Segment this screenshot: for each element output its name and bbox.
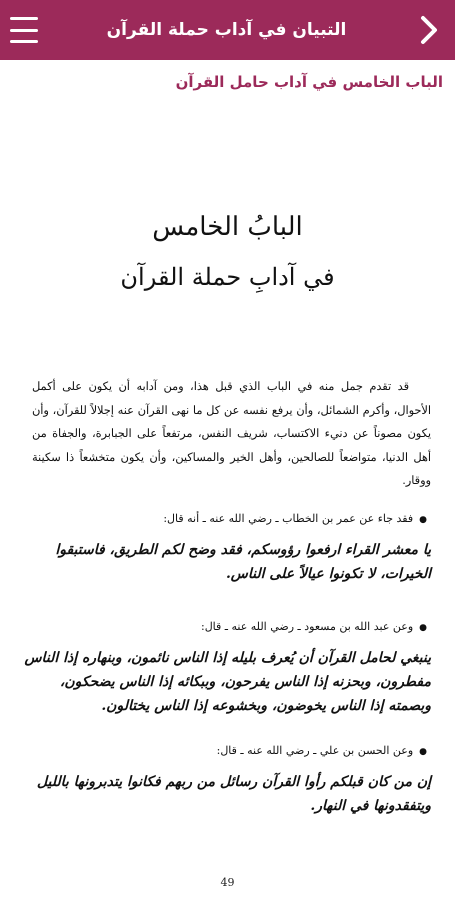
- menu-line: [10, 29, 38, 32]
- quote-block: ينبغي لحامل القرآن أن يُعرف بليله إذا الناس نائمون، وبنهاره إذا الناس مفطرون، وبحزنه إذا الناس يفرحون، وببكائه إذا الناس يضحكون، وبصمته إذا الناس يخوضون، وبخشوعه إذا الناس يختالون.: [24, 650, 431, 714]
- intro-paragraph: [32, 375, 431, 493]
- menu-line: [10, 40, 38, 43]
- chapter-subtitle: في آدابِ حملة القرآن: [120, 263, 335, 291]
- narration-line: [60, 620, 427, 633]
- chevron-right-icon: [420, 15, 438, 45]
- bullet-icon: ●: [419, 515, 427, 525]
- bullet-icon: ●: [419, 747, 427, 757]
- app-header: [0, 0, 455, 60]
- chapter-title: البابُ الخامس: [152, 212, 303, 242]
- app-title: التبيان في آداب حملة القرآن: [106, 20, 347, 40]
- narration-text: وعن عبد الله بن مسعود ـ رضي الله عنه ـ قال:: [200, 620, 414, 633]
- hamburger-menu-icon[interactable]: [10, 17, 38, 43]
- quote-block: إن من كان قبلكم رأوا القرآن رسائل من ربهم فكانوا يتدبرونها بالليل ويتفقدونها في النهار.: [36, 774, 431, 814]
- book-page[interactable]: [0, 100, 455, 900]
- narration-line: [60, 512, 427, 525]
- menu-line: [10, 17, 38, 20]
- narration-text: فقد جاء عن عمر بن الخطاب ـ رضي الله عنه ـ أنه قال:: [163, 512, 414, 525]
- quote-block: يا معشر القراء ارفعوا رؤوسكم، فقد وضح لكم الطريق، فاستبقوا الخيرات، لا تكونوا عيالاً على الناس.: [55, 542, 431, 582]
- intro-text: قد تقدم جمل منه في الباب الذي قبل هذا، ومن آدابه أن يكون على أكمل الأحوال، وأكرم الشمائل، وأن يرفع نفسه عن كل ما نهى القرآن عنه إجلالاً للقرآن، وأن يكون مصوناً عن دنيء الاكتساب، شريف النفس، مرتفعاً على الجبابرة، والجفاة من أهل الدنيا، متواضعاً للصالحين، وأهل الخير والمساكين، وأن يكون متخشعاً ذا سكينة ووقار.: [32, 380, 431, 487]
- chapter-heading: الباب الخامس في آداب حامل القرآن: [175, 73, 443, 91]
- narration-text: وعن الحسن بن علي ـ رضي الله عنه ـ قال:: [216, 744, 414, 757]
- bullet-icon: ●: [419, 623, 427, 633]
- narration-line: [60, 744, 427, 757]
- page-number: 49: [220, 876, 235, 889]
- back-button[interactable]: [411, 12, 447, 48]
